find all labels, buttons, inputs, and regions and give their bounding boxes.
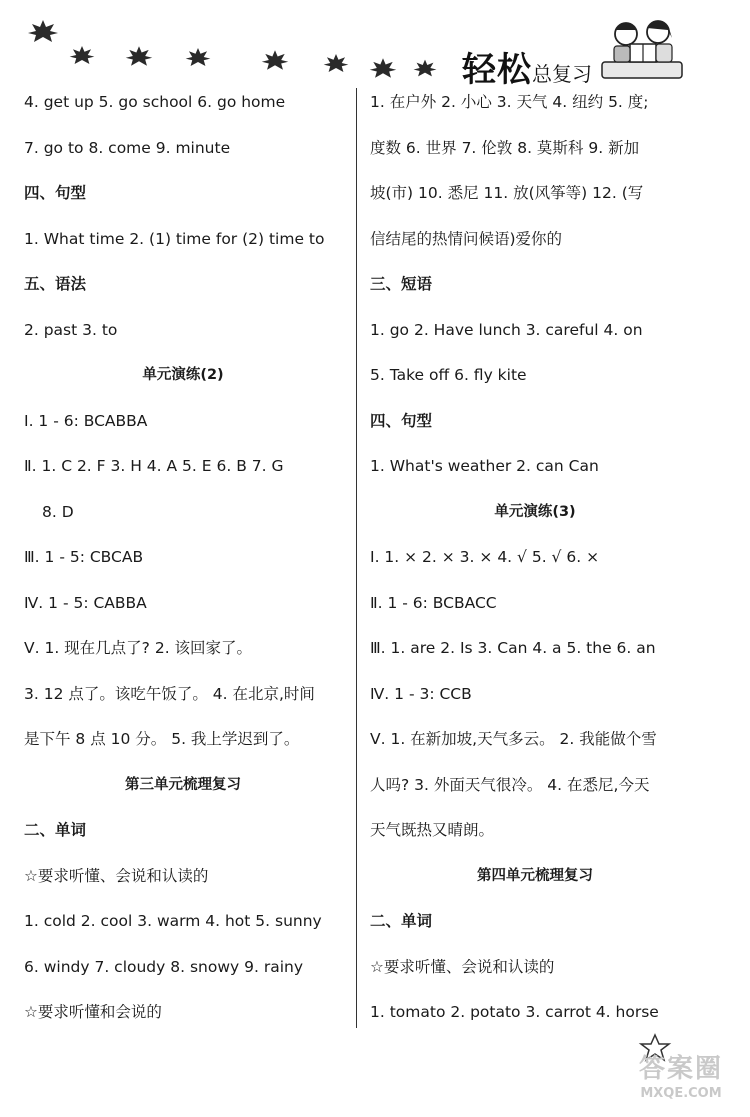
answer-line: 7. go to 8. come 9. minute <box>24 138 231 157</box>
answer-line: Ⅱ. 1 - 6: BCBACC <box>370 593 497 612</box>
answer-line: 2. past 3. to <box>24 320 118 339</box>
column-divider <box>356 88 357 1028</box>
section-heading: 二、单词 <box>24 821 87 839</box>
answer-line: 1. go 2. Have lunch 3. careful 4. on <box>370 320 643 339</box>
section-heading: 四、句型 <box>24 184 87 202</box>
maple-leaf-icon <box>26 18 60 44</box>
answer-line: 天气既热又晴朗。 <box>370 821 495 839</box>
watermark-url: MXQE.COM <box>640 1086 722 1101</box>
answer-line: 1. 在户外 2. 小心 3. 天气 4. 纽约 5. 度; <box>370 93 649 111</box>
watermark-title: 答案圈 <box>638 1054 723 1084</box>
answer-line: 度数 6. 世界 7. 伦敦 8. 莫斯科 9. 新加 <box>370 138 640 157</box>
answer-line: 5. Take off 6. fly kite <box>370 366 527 384</box>
maple-leaf-icon <box>368 56 398 80</box>
maple-leaf-icon <box>412 58 438 78</box>
answer-line: 3. 12 点了。该吃午饭了。 4. 在北京,时间 <box>24 684 315 703</box>
answer-line: 人吗? 3. 外面天气很冷。 4. 在悉尼,今天 <box>370 775 650 794</box>
section-heading: 二、单词 <box>370 912 433 930</box>
answer-line: ☆要求听懂、会说和认读的 <box>370 957 555 976</box>
answer-line: Ⅱ. 1. C 2. F 3. H 4. A 5. E 6. B 7. G <box>24 457 284 475</box>
answer-line: 1. cold 2. cool 3. warm 4. hot 5. sunny <box>24 912 322 930</box>
page-header <box>0 0 750 92</box>
brand-sub: 总复习 <box>532 62 592 86</box>
reading-kids-icon <box>600 14 686 82</box>
answer-line: 1. What time 2. (1) time for (2) time to <box>24 229 325 248</box>
answer-line: ☆要求听懂、会说和认读的 <box>24 866 209 885</box>
section-heading: 四、句型 <box>370 411 433 430</box>
section-heading: 三、短语 <box>370 275 433 293</box>
answer-line: Ⅰ. 1 - 6: BCABBA <box>24 411 148 430</box>
maple-leaf-icon <box>68 44 96 66</box>
section-heading: 五、语法 <box>24 275 87 293</box>
unit-title: 单元演练(2) <box>142 367 224 383</box>
answer-line: 是下午 8 点 10 分。 5. 我上学迟到了。 <box>24 730 300 748</box>
answer-line: Ⅰ. 1. × 2. × 3. × 4. √ 5. √ 6. × <box>370 548 600 566</box>
answer-line: ☆要求听懂和会说的 <box>24 1003 162 1021</box>
answer-line: Ⅴ. 1. 现在几点了? 2. 该回家了。 <box>24 639 253 657</box>
left-column <box>24 88 342 1044</box>
answer-line: Ⅲ. 1 - 5: CBCAB <box>24 548 144 566</box>
answer-line: Ⅴ. 1. 在新加坡,天气多云。 2. 我能做个雪 <box>370 730 657 748</box>
answer-line: 8. D <box>42 502 74 521</box>
unit-title: 第三单元梳理复习 <box>125 776 241 793</box>
watermark <box>612 1052 750 1102</box>
answer-line: Ⅲ. 1. are 2. Is 3. Can 4. a 5. the 6. an <box>370 639 656 657</box>
unit-title: 单元演练(3) <box>494 503 576 520</box>
maple-leaf-icon <box>260 48 290 72</box>
maple-leaf-icon <box>184 46 212 68</box>
answer-line: 4. get up 5. go school 6. go home <box>24 93 286 111</box>
right-column <box>370 88 700 1044</box>
answer-line: 信结尾的热情问候语)爱你的 <box>370 229 563 248</box>
answer-line: Ⅳ. 1 - 3: CCB <box>370 684 472 703</box>
maple-leaf-icon <box>322 52 350 74</box>
book-brand-title <box>462 42 592 91</box>
brand-main: 轻松 <box>462 50 532 90</box>
answer-line: 坡(市) 10. 悉尼 11. 放(风筝等) 12. (写 <box>370 184 644 202</box>
answer-line: 6. windy 7. cloudy 8. snowy 9. rainy <box>24 957 304 976</box>
answer-line: 1. What's weather 2. can Can <box>370 457 599 475</box>
answer-line: 1. tomato 2. potato 3. carrot 4. horse <box>370 1003 659 1021</box>
unit-title: 第四单元梳理复习 <box>477 867 593 884</box>
maple-leaf-icon <box>124 44 154 68</box>
answer-line: Ⅳ. 1 - 5: CABBA <box>24 593 147 612</box>
